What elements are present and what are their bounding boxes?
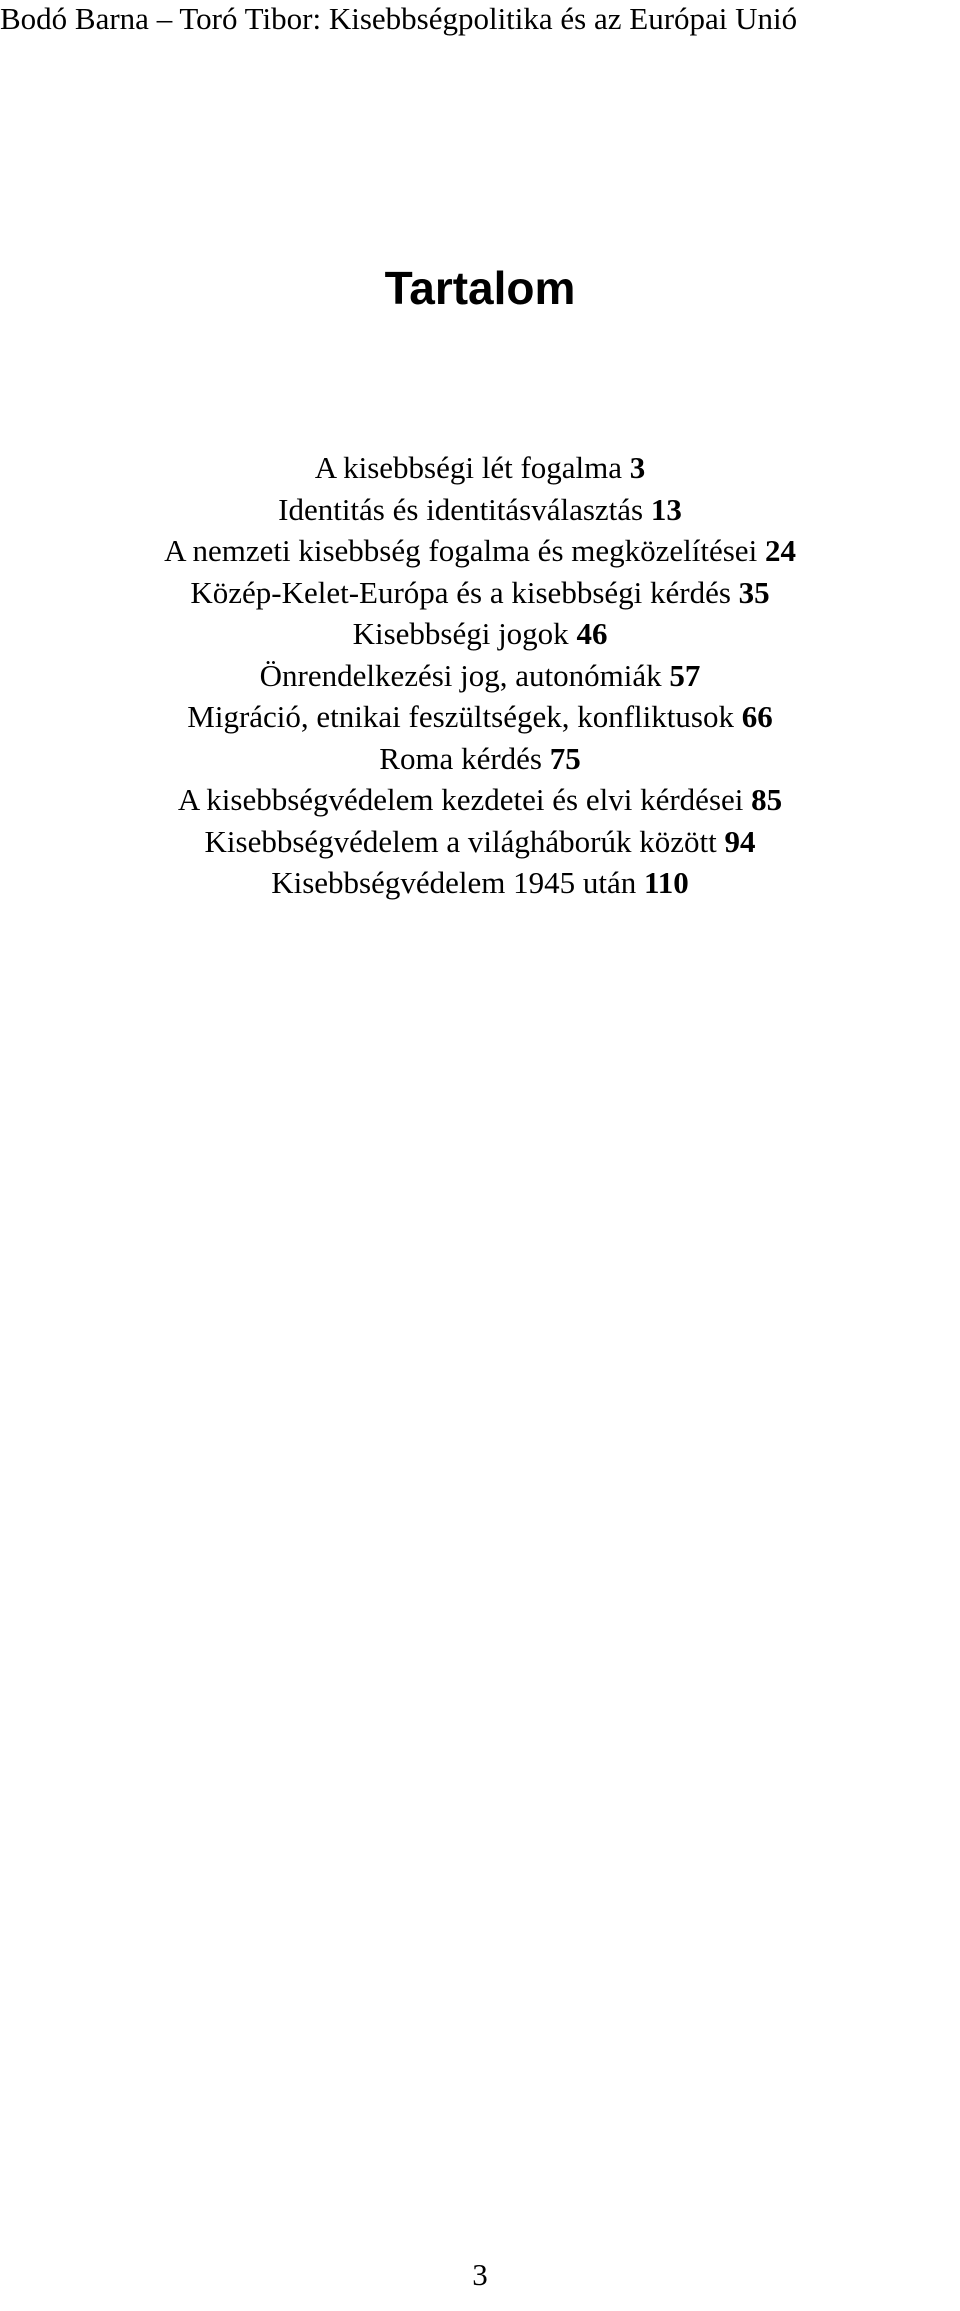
toc-entry-title: Kisebbségvédelem 1945 után [271, 865, 637, 900]
toc-entry-page: 94 [724, 823, 756, 859]
toc-entry-title: Identitás és identitásválasztás [278, 491, 644, 527]
toc-entry [0, 447, 960, 489]
page-number: 3 [472, 2257, 488, 2292]
toc-entry-title: Önrendelkezési jog, autonómiák [259, 657, 662, 693]
toc-entry [0, 862, 960, 904]
toc-entry [0, 738, 960, 780]
toc-entry-title: Kisebbségvédelem a világháborúk között [204, 823, 717, 859]
toc-entry-title: Roma kérdés [379, 740, 542, 776]
toc-entry-page: 46 [576, 616, 608, 651]
toc-entry-page: 110 [643, 865, 689, 900]
page-title: Tartalom [384, 262, 576, 314]
toc-entry [0, 572, 960, 614]
toc-entry [0, 489, 960, 531]
toc-entry-page: 24 [764, 533, 796, 568]
toc-entry [0, 779, 960, 821]
running-header: Bodó Barna – Toró Tibor: Kisebbségpolitika és az Európai Unió [0, 1, 798, 36]
toc-entry-title: A nemzeti kisebbség fogalma és megközelítései [164, 533, 758, 568]
toc-entry-page: 85 [751, 782, 783, 817]
toc-entry-page: 3 [629, 450, 646, 485]
toc-entry-page: 57 [669, 657, 701, 693]
toc-entry [0, 821, 960, 863]
toc-entry [0, 530, 960, 572]
toc-entry [0, 655, 960, 697]
toc-entry [0, 613, 960, 655]
table-of-contents [0, 447, 960, 904]
toc-entry-page: 35 [738, 574, 770, 610]
toc-entry-page: 66 [741, 699, 773, 734]
toc-entry [0, 696, 960, 738]
toc-entry-title: Közép-Kelet-Európa és a kisebbségi kérdés [190, 574, 731, 610]
toc-entry-page: 75 [549, 740, 581, 776]
toc-entry-title: Migráció, etnikai feszültségek, konfliktusok [187, 699, 734, 734]
toc-entry-page: 13 [650, 491, 682, 527]
toc-entry-title: Kisebbségi jogok [352, 616, 569, 651]
toc-entry-title: A kisebbségi lét fogalma [314, 450, 623, 485]
toc-entry-title: A kisebbségvédelem kezdetei és elvi kérdései [177, 782, 744, 817]
